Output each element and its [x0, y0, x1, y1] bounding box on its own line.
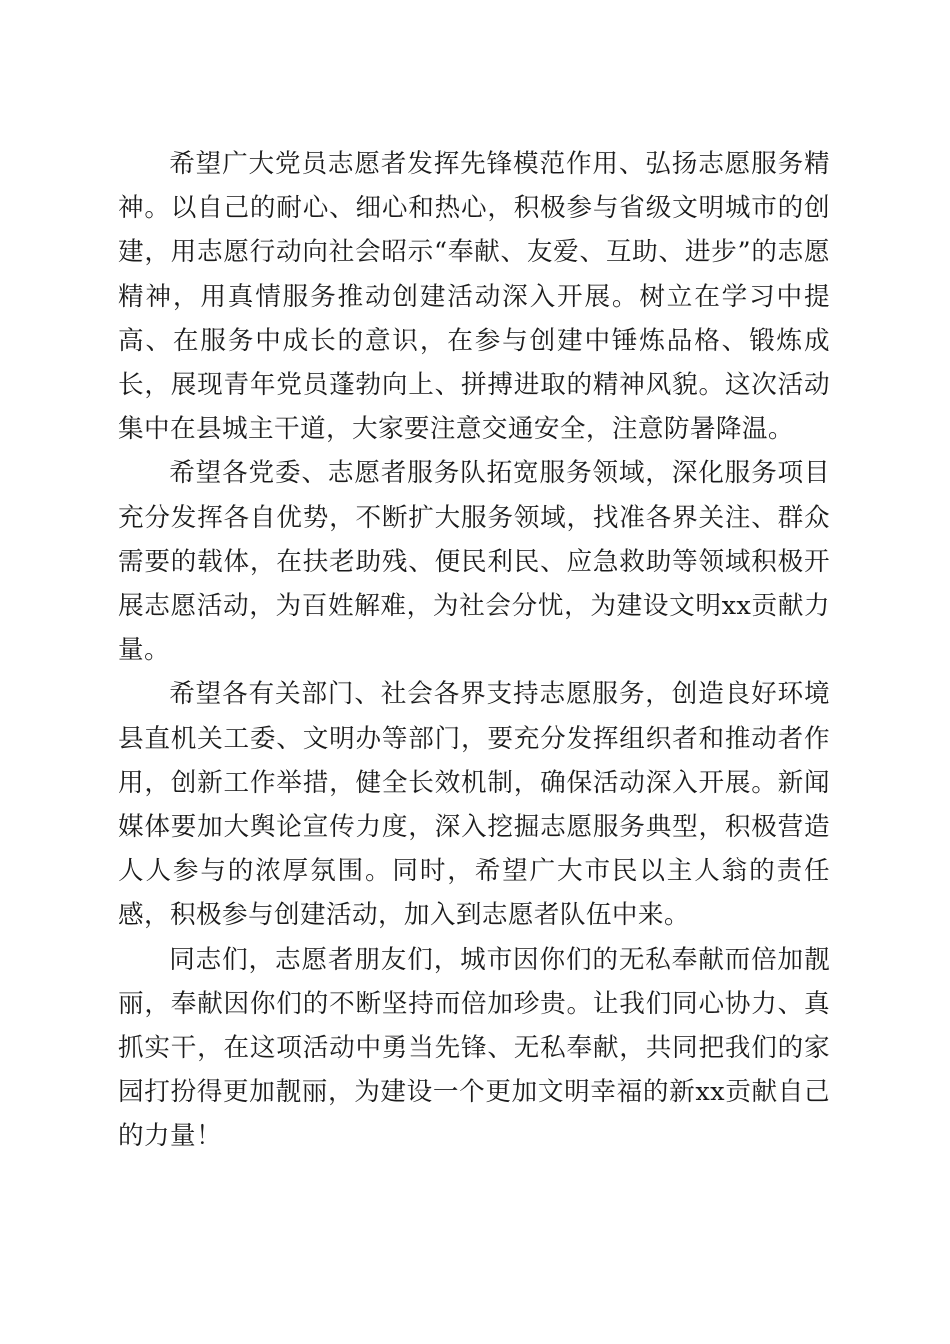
- paragraph-4: 同志们，志愿者朋友们，城市因你们的无私奉献而倍加靓丽，奉献因你们的不断坚持而倍加珍贵。让我们同心协力、真抓实干，在这项活动中勇当先锋、无私奉献，共同把我们的家园打扮得更加靓丽，为建设一个更加文明幸福的新xx贡献自己的力量！: [118, 944, 830, 1152]
- paragraph-2: 希望各党委、志愿者服务队拓宽服务领域，深化服务项目充分发挥各自优势，不断扩大服务领域，找准各界关注、群众需要的载体，在扶老助残、便民利民、应急救助等领域积极开展志愿活动，为百姓解难，为社会分忧，为建设文明xx贡献力量。: [118, 458, 830, 666]
- document-body: [118, 142, 830, 1159]
- paragraph-1: 希望广大党员志愿者发挥先锋模范作用、弘扬志愿服务精神。以自己的耐心、细心和热心，积极参与省级文明城市的创建，用志愿行动向社会昭示“奉献、友爱、互助、进步”的志愿精神，用真情服务推动创建活动深入开展。树立在学习中提高、在服务中成长的意识，在参与创建中锤炼品格、锻炼成长，展现青年党员蓬勃向上、拼搏进取的精神风貌。这次活动集中在县城主干道，大家要注意交通安全，注意防暑降温。: [118, 149, 830, 445]
- paragraph-3: 希望各有关部门、社会各界支持志愿服务，创造良好环境县直机关工委、文明办等部门，要充分发挥组织者和推动者作用，创新工作举措，健全长效机制，确保活动深入开展。新闻媒体要加大舆论宣传力度，深入挖掘志愿服务典型，积极营造人人参与的浓厚氛围。同时，希望广大市民以主人翁的责任感，积极参与创建活动，加入到志愿者队伍中来。: [118, 679, 830, 931]
